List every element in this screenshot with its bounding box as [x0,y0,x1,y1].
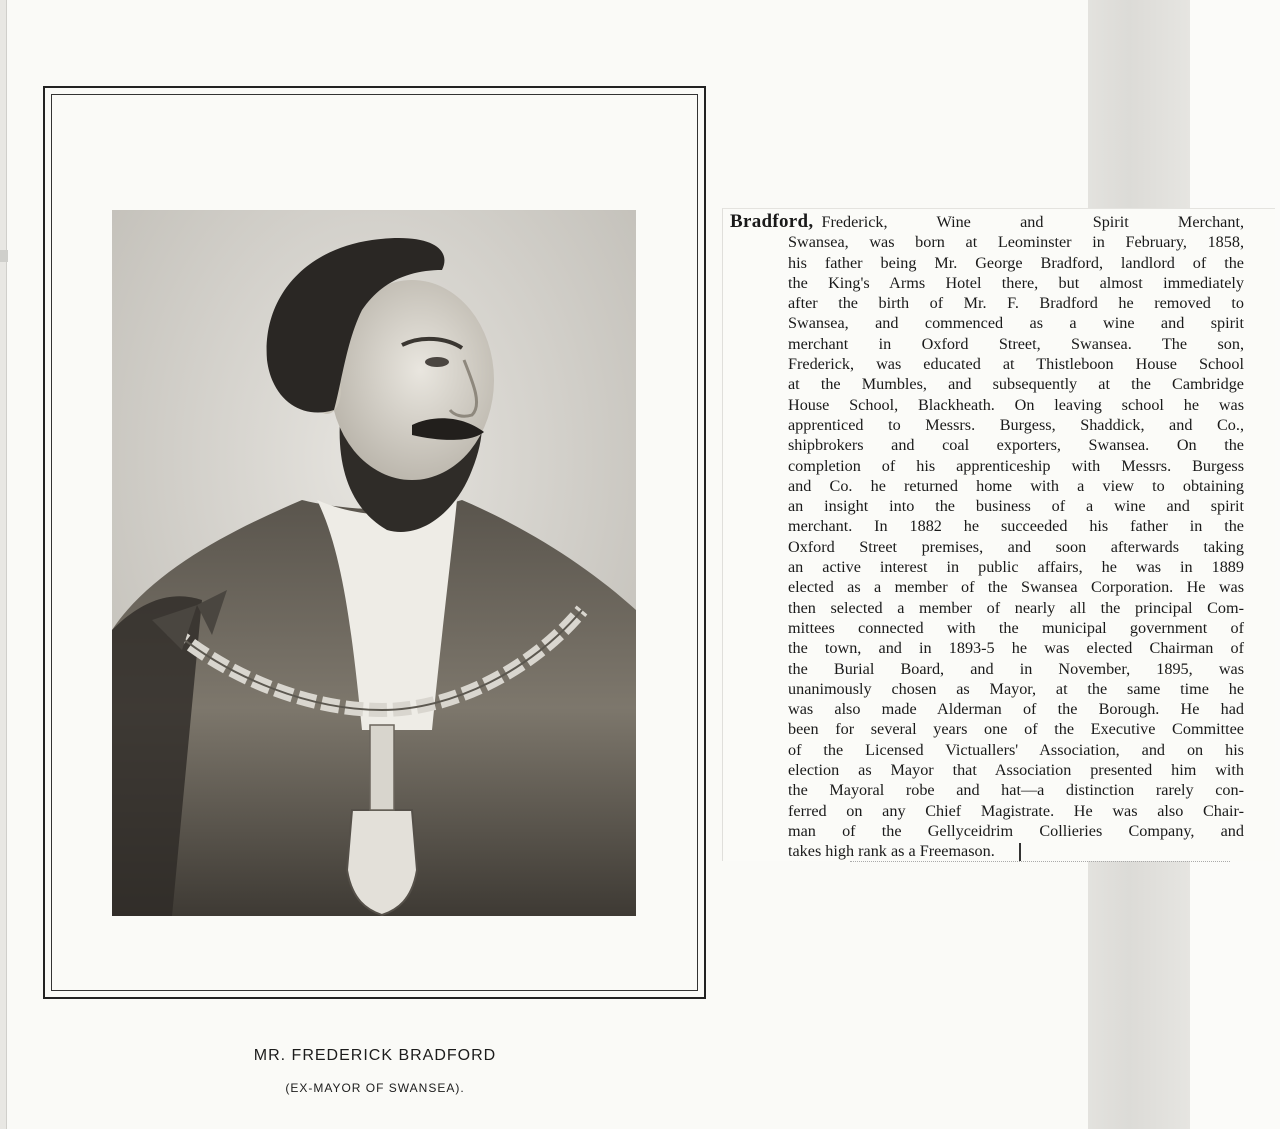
article-line: election as Mayor that Association presented him with [788,761,1244,780]
article-line: unanimously chosen as Mayor, at the same time he [788,679,1244,698]
portrait-caption-subtitle: (EX-MAYOR OF SWANSEA). [285,1081,465,1095]
article-line: mittees connected with the municipal government of [788,618,1244,637]
article-line: at the Mumbles, and subsequently at the Cambridge [788,375,1244,394]
mayoral-badge [347,810,417,915]
article-line: the town, and in 1893-5 he was elected Chairman of [788,639,1244,658]
article-line: his father being Mr. George Bradford, landlord of the [788,253,1244,272]
article-line: and Co. he returned home with a view to obtaining [788,476,1244,495]
page-notch [0,250,8,262]
article-line: Bradford, Frederick, Wine and Spirit Merchant, [730,211,1244,232]
portrait-photograph [112,210,636,916]
article-line: Swansea, and commenced as a wine and spirit [788,314,1244,333]
article-line: ferred on any Chief Magistrate. He was also Chair- [788,801,1244,820]
article-line: the Burial Board, and in November, 1895, was [788,659,1244,678]
article-line: been for several years one of the Executive Committee [788,720,1244,739]
clipping-top-cut-edge [838,196,1138,210]
article-line: after the birth of Mr. F. Bradford he removed to [788,294,1244,313]
clipping-bottom-cut-edge [850,861,1230,870]
article-line: Swansea, was born at Leominster in February, 1858, [788,233,1244,252]
article-line: Frederick, was educated at Thistleboon House School [788,355,1244,374]
eye [425,357,449,367]
article-line: was also made Alderman of the Borough. He had [788,700,1244,719]
article-line: of the Licensed Victuallers' Association, and on his [788,740,1244,759]
article-line: an active interest in public affairs, he was in 1889 [788,558,1244,577]
article-line: shipbrokers and coal exporters, Swansea. On the [788,436,1244,455]
article-line: an insight into the business of a wine and spirit [788,497,1244,516]
article-line: merchant. In 1882 he succeeded his father in the [788,517,1244,536]
biography-text [730,212,1244,862]
article-line: apprenticed to Messrs. Burgess, Shaddick, and Co., [788,415,1244,434]
article-line: Oxford Street premises, and soon afterwards taking [788,537,1244,556]
article-line: man of the Gellyceidrim Collieries Company, and [788,821,1244,840]
badge-pendant [370,725,394,810]
portrait-drawing [112,210,636,916]
bracket-mark [1019,843,1023,861]
article-line: takes high rank as a Freemason. [730,841,1244,861]
headword: Bradford, [730,211,814,232]
article-line: merchant in Oxford Street, Swansea. The son, [788,334,1244,353]
article-line: House School, Blackheath. On leaving school he was [788,395,1244,414]
article-line: the Mayoral robe and hat—a distinction rarely con- [788,781,1244,800]
article-line: elected as a member of the Swansea Corporation. He was [788,578,1244,597]
article-line: completion of his apprenticeship with Messrs. Burgess [788,456,1244,475]
article-line: the King's Arms Hotel there, but almost immediately [788,273,1244,292]
portrait-caption-name: MR. FREDERICK BRADFORD [253,1047,497,1064]
article-line: then selected a member of nearly all the principal Com- [788,598,1244,617]
